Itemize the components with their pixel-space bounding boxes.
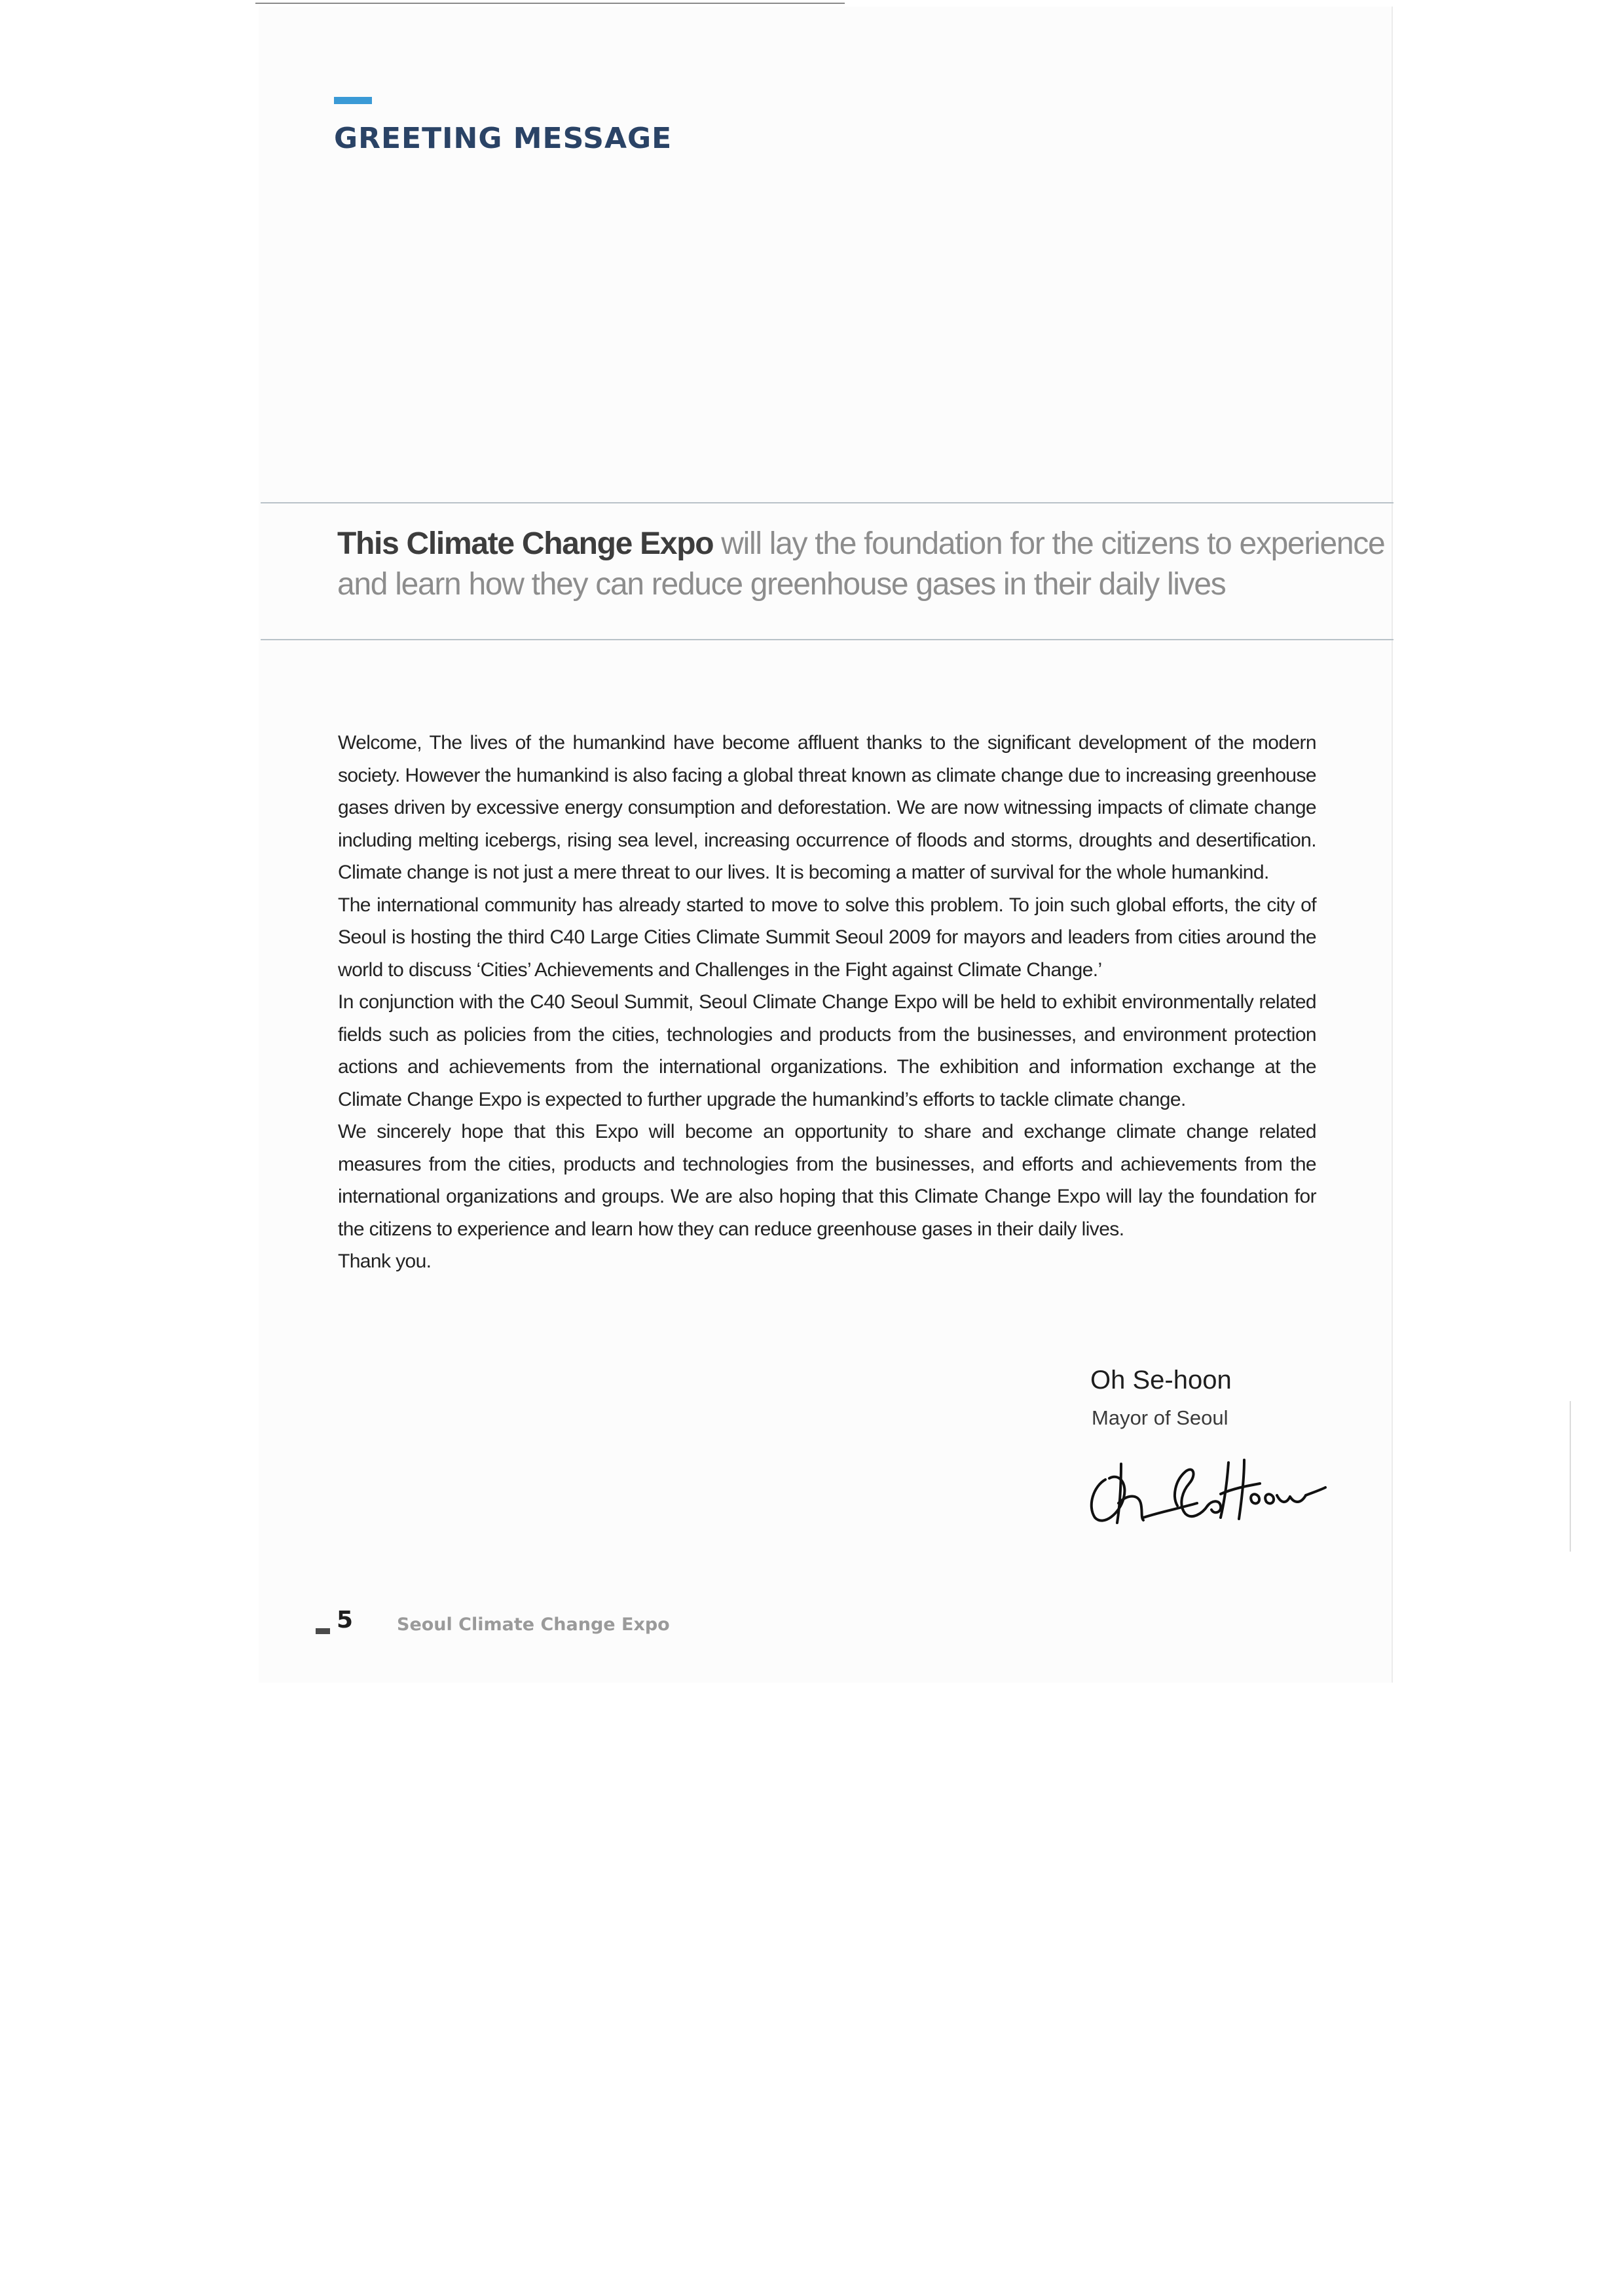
page-number: 5 [337, 1607, 354, 1633]
page-top-line [255, 3, 845, 4]
body-paragraph: In conjunction with the C40 Seoul Summit, Seoul Climate Change Expo will be held to exhibit environmentally related fields such as policies from the cities, technologies and products from the businesses, and environment protection actions and achievements from the international organizations. The exhibition and information exchange at the Climate Change Expo is expected to further upgrade the humankind’s efforts to tackle climate change. [338, 991, 1316, 1110]
section-title: GREETING MESSAGE [334, 122, 673, 155]
headline-lead: This Climate Change Expo [337, 526, 714, 561]
handwritten-signature [1080, 1440, 1329, 1532]
body-paragraph: Welcome, The lives of the humankind have become affluent thanks to the significant development of the modern society. However the humankind is also facing a global threat known as climate change due to increasing greenhouse gases driven by excessive energy consumption and deforestation. We are now witnessing impacts of climate change including melting icebergs, rising sea level, increasing occurrence of floods and storms, droughts and desertification. Climate change is not just a mere threat to our lives. It is becoming a matter of survival for the whole humankind. [338, 732, 1316, 883]
headline-rest: will lay the foundation for the citizens to experience and learn how they can reduce greenhouse gases in their daily lives [337, 526, 1385, 602]
body-paragraph: The international community has already started to move to solve this problem. To join such global efforts, the city of Seoul is hosting the third C40 Large Cities Climate Summit Seoul 2009 for mayors and leaders from cities around the world to discuss ‘Cities’ Achievements and Challenges in the Fight against Climate Change.’ [338, 894, 1316, 981]
signer-name: Oh Se-hoon [1090, 1366, 1232, 1394]
headline-top-rule [261, 502, 1393, 503]
message-body [338, 727, 1316, 1278]
body-paragraph: We sincerely hope that this Expo will become an opportunity to share and exchange climate change related measures from the cities, products and technologies from the businesses, and efforts and achievements from the international organizations and groups. We are also hoping that this Climate Change Expo will lay the foundation for the citizens to experience and learn how they can reduce greenhouse gases in their daily lives. [338, 1121, 1316, 1240]
closing-line: Thank you. [338, 1250, 432, 1272]
scan-edge [1570, 1401, 1571, 1552]
signer-title: Mayor of Seoul [1092, 1406, 1228, 1429]
headline-bottom-rule [261, 639, 1393, 640]
page-edge [1392, 7, 1393, 1683]
footer-marker [316, 1628, 330, 1634]
headline [337, 524, 1385, 605]
section-accent-bar [334, 97, 372, 104]
footer-publication-title: Seoul Climate Change Expo [397, 1614, 670, 1635]
